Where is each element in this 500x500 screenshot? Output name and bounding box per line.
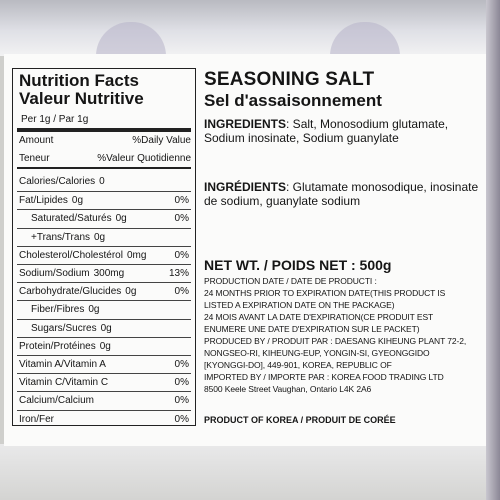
nutrient-name: Vitamin A/Vitamin A (19, 359, 106, 370)
serving-size: Per 1g / Par 1g (21, 114, 89, 125)
nutrient-cell (19, 411, 58, 429)
nutrition-divider (17, 128, 191, 132)
nutrient-cell (19, 173, 105, 191)
nutrient-amount: 0mg (126, 249, 147, 261)
nutrition-row (17, 282, 191, 301)
nutrient-name: Sugars/Sucres (31, 322, 97, 334)
nutrition-row (17, 410, 191, 429)
production-date: PRODUCTION DATE / DATE DE PRODUCTI : (204, 276, 377, 286)
product-name-fr: Sel d'assaisonnement (204, 91, 382, 110)
nutrient-daily-value: 0% (174, 286, 189, 298)
package-bottom-edge (0, 444, 500, 500)
nutrient-cell (19, 283, 136, 301)
nutrition-row (17, 391, 191, 410)
nutrient-amount: 0g (125, 286, 137, 298)
nutrient-name: Saturated/Saturés (31, 213, 112, 225)
country-of-origin: PRODUCT OF KOREA / PRODUIT DE CORÉE (204, 415, 396, 425)
nutrition-row (17, 264, 191, 283)
nutrient-name: Cholesterol/Cholestérol (19, 249, 123, 261)
product-name-en: SEASONING SALT (204, 69, 375, 90)
package-right-edge (486, 0, 500, 500)
expiry-en-line-2: LISTED A EXPIRATION DATE ON THE PACKAGE) (204, 300, 395, 310)
nutrient-amount: 0g (94, 231, 106, 243)
expiry-fr-line-2: ENUMERE UNE DATE D'EXPIRATION SUR LE PACKET) (204, 324, 420, 334)
ingredients-fr (204, 180, 482, 208)
nutrient-cell (31, 229, 105, 247)
nutrient-amount: 0g (71, 195, 84, 207)
nutrient-name: Iron/Fer (19, 413, 55, 425)
producer-line-2: NONGSEO-RI, KIHEUNG-EUP, YONGIN-SI, GYEONGGIDO (204, 348, 430, 358)
nutrient-cell (19, 338, 111, 356)
producer-line-3: [KYONGGI-DO], 449-901, KOREA, REPUBLIC OF (204, 360, 392, 370)
ingredients-en (204, 117, 482, 145)
nutrient-name: Protein/Protéines (19, 340, 96, 352)
nutrient-daily-value: 0% (174, 377, 189, 389)
ingredients-label-fr: INGRÉDIENTS (204, 180, 287, 194)
ingredients-text-fr: : Glutamate monosodique, inosinate de sodium, guanylate sodium (204, 180, 479, 208)
nutrient-name: Sodium/Sodium (19, 268, 90, 279)
nutrient-name: Carbohydrate/Glucides (19, 286, 122, 298)
nutrient-cell (31, 301, 99, 319)
nutrient-amount: 300mg (93, 268, 125, 279)
nutrient-name: Calcium/Calcium (19, 395, 95, 407)
nutrient-cell (31, 210, 127, 228)
nutrient-cell (19, 374, 112, 392)
header-daily-value: %Daily Value (132, 135, 191, 146)
nutrition-facts-table (12, 68, 196, 426)
nutrition-row (17, 337, 191, 356)
nutrient-daily-value: 0% (174, 359, 189, 370)
nutrient-cell (19, 392, 98, 410)
net-weight: NET WT. / POIDS NET : 500g (204, 257, 392, 273)
importer-line-1: IMPORTED BY / IMPORTE PAR : KOREA FOOD TRADING LTD (204, 372, 444, 382)
nutrition-row (17, 355, 191, 374)
header-amount-fr: Teneur (19, 153, 50, 164)
nutrition-row (17, 209, 191, 228)
nutrient-daily-value: 0% (174, 213, 189, 225)
nutrition-title-fr: Valeur Nutritive (19, 89, 144, 108)
nutrient-amount: 0 (99, 176, 105, 187)
nutrient-daily-value: 0% (174, 195, 189, 207)
nutrition-row (17, 300, 191, 319)
nutrient-amount: 0g (99, 340, 111, 352)
nutrient-name: Fiber/Fibres (31, 304, 85, 316)
ingredients-label-en: INGREDIENTS (204, 117, 287, 131)
nutrient-daily-value: 0% (174, 395, 189, 407)
nutrient-cell (19, 192, 83, 210)
package-top-edge (0, 0, 500, 56)
nutrient-amount: 0g (115, 213, 127, 225)
nutrient-name: +Trans/Trans (31, 231, 90, 243)
nutrient-cell (19, 265, 124, 283)
expiry-fr-line-1: 24 MOIS AVANT LA DATE D'EXPIRATION(CE PRODUIT EST (204, 312, 434, 322)
nutrient-daily-value: 0% (174, 249, 189, 261)
nutrition-divider (17, 167, 191, 169)
nutrient-name: Vitamin C/Vitamin C (19, 377, 109, 389)
header-daily-value-fr: %Valeur Quotidienne (97, 153, 191, 164)
nutrition-row (17, 319, 191, 338)
nutrient-cell (19, 247, 146, 265)
nutrient-cell (31, 320, 112, 338)
nutrient-daily-value: 13% (168, 268, 189, 279)
nutrition-row (17, 373, 191, 392)
nutrient-name: Fat/Lipides (19, 195, 68, 207)
producer-line-1: PRODUCED BY / PRODUIT PAR : DAESANG KIHEUNG PLANT 72-2, (204, 336, 467, 346)
nutrient-amount: 0g (100, 322, 112, 334)
importer-line-2: 8500 Keele Street Vaughan, Ontario L4K 2A6 (204, 384, 372, 394)
nutrition-row (17, 228, 191, 247)
nutrition-row (17, 246, 191, 265)
nutrient-amount: 0g (88, 304, 100, 316)
header-amount: Amount (19, 135, 54, 146)
nutrient-name: Calories/Calories (19, 176, 96, 187)
nutrition-title-en: Nutrition Facts (19, 71, 139, 90)
nutrition-row (17, 173, 191, 191)
nutrient-cell (19, 356, 110, 374)
expiry-en-line-1: 24 MONTHS PRIOR TO EXPIRATION DATE(THIS PRODUCT IS (204, 288, 446, 298)
nutrition-row (17, 191, 191, 210)
nutrient-daily-value: 0% (174, 413, 189, 425)
ingredients-text-en: : Salt, Monosodium glutamate, Sodium inosinate, Sodium guanylate (204, 117, 449, 145)
